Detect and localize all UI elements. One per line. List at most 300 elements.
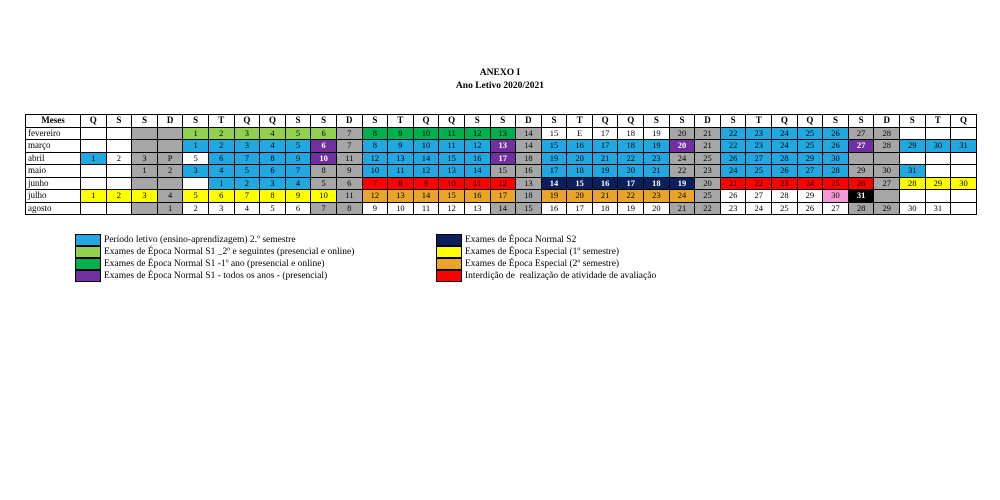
day-cell: [157, 177, 183, 190]
day-cell: 1: [157, 202, 183, 215]
day-cell: 21: [695, 140, 721, 153]
day-cell: 5: [311, 177, 337, 190]
day-cell: 12: [413, 165, 439, 178]
day-cell: 13: [439, 165, 465, 178]
day-cell: 11: [336, 190, 362, 203]
day-cell: 14: [490, 202, 516, 215]
weekday-header: Q: [439, 115, 465, 128]
day-cell: 26: [720, 190, 746, 203]
day-cell: 29: [797, 152, 823, 165]
day-cell: 15: [439, 190, 465, 203]
day-cell: 7: [336, 127, 362, 140]
day-cell: 24: [746, 202, 772, 215]
day-cell: 28: [874, 127, 900, 140]
day-cell: 15: [516, 202, 542, 215]
day-cell: 23: [644, 152, 670, 165]
month-row: [26, 165, 977, 178]
weekday-header: S: [644, 115, 670, 128]
legend-swatch: [436, 246, 462, 258]
day-cell: 4: [234, 202, 260, 215]
legend-label: Exames de Época Normal S1 -1º ano (presencial e online): [104, 259, 325, 269]
day-cell: 6: [285, 202, 311, 215]
day-cell: 2: [234, 177, 260, 190]
day-cell: 29: [848, 165, 874, 178]
day-cell: 22: [618, 190, 644, 203]
day-cell: 14: [413, 152, 439, 165]
day-cell: 14: [464, 165, 490, 178]
legend-item: [75, 234, 436, 246]
day-cell: 2: [157, 165, 183, 178]
day-cell: 1: [208, 177, 234, 190]
day-cell: 19: [669, 177, 695, 190]
weekday-header: Q: [260, 115, 286, 128]
day-cell: 13: [388, 190, 414, 203]
day-cell: 13: [490, 140, 516, 153]
day-cell: 9: [413, 177, 439, 190]
day-cell: 25: [746, 165, 772, 178]
day-cell: 30: [823, 152, 849, 165]
day-cell: 10: [311, 190, 337, 203]
legend-item: [75, 270, 436, 282]
day-cell: [132, 177, 158, 190]
day-cell: [132, 202, 158, 215]
day-cell: [106, 140, 132, 153]
day-cell: 1: [132, 165, 158, 178]
day-cell: 31: [951, 140, 977, 153]
day-cell: 1: [81, 152, 107, 165]
calendar-header: [26, 115, 977, 128]
day-cell: 10: [413, 140, 439, 153]
day-cell: 14: [541, 177, 567, 190]
day-cell: 3: [208, 202, 234, 215]
day-cell: 27: [874, 177, 900, 190]
weekday-header: Q: [618, 115, 644, 128]
day-cell: 13: [516, 177, 542, 190]
day-cell: [951, 165, 977, 178]
day-cell: [157, 140, 183, 153]
day-cell: [81, 140, 107, 153]
day-cell: [951, 190, 977, 203]
weekday-header: S: [132, 115, 158, 128]
day-cell: [925, 190, 951, 203]
day-cell: 12: [464, 140, 490, 153]
day-cell: 7: [311, 202, 337, 215]
day-cell: 18: [567, 165, 593, 178]
legend-label: Interdição de realização de atividade de avaliação: [465, 271, 657, 281]
day-cell: 4: [285, 177, 311, 190]
day-cell: 14: [516, 140, 542, 153]
day-cell: 5: [183, 152, 209, 165]
day-cell: 28: [900, 177, 926, 190]
day-cell: 27: [797, 165, 823, 178]
legend-item: [436, 258, 916, 270]
day-cell: 10: [413, 127, 439, 140]
legend-swatch: [75, 270, 101, 282]
day-cell: [900, 190, 926, 203]
day-cell: 5: [183, 190, 209, 203]
day-cell: 7: [234, 190, 260, 203]
weekday-header: S: [900, 115, 926, 128]
day-cell: 6: [311, 140, 337, 153]
weekday-header: D: [336, 115, 362, 128]
day-cell: 26: [720, 152, 746, 165]
day-cell: [874, 152, 900, 165]
day-cell: 10: [388, 202, 414, 215]
legend: [75, 234, 916, 282]
day-cell: 23: [772, 177, 798, 190]
day-cell: 21: [592, 152, 618, 165]
day-cell: 2: [106, 152, 132, 165]
day-cell: 5: [285, 140, 311, 153]
day-cell: 18: [592, 202, 618, 215]
day-cell: 17: [592, 127, 618, 140]
day-cell: 16: [516, 165, 542, 178]
day-cell: 8: [336, 202, 362, 215]
legend-item: [75, 246, 436, 258]
day-cell: 29: [900, 140, 926, 153]
day-cell: [132, 127, 158, 140]
day-cell: 8: [388, 177, 414, 190]
day-cell: 15: [567, 177, 593, 190]
day-cell: 28: [772, 190, 798, 203]
calendar-table: [25, 114, 977, 215]
day-cell: 25: [772, 202, 798, 215]
weekday-header: Q: [81, 115, 107, 128]
day-cell: 23: [644, 190, 670, 203]
day-cell: [900, 127, 926, 140]
day-cell: 17: [490, 190, 516, 203]
day-cell: 4: [157, 190, 183, 203]
day-cell: 7: [362, 177, 388, 190]
day-cell: 27: [848, 127, 874, 140]
day-cell: 22: [618, 152, 644, 165]
day-cell: 7: [234, 152, 260, 165]
month-row: [26, 190, 977, 203]
day-cell: 14: [413, 190, 439, 203]
day-cell: 1: [81, 190, 107, 203]
day-cell: 21: [669, 202, 695, 215]
day-cell: 27: [848, 140, 874, 153]
day-cell: 3: [132, 190, 158, 203]
weekday-header: T: [746, 115, 772, 128]
month-name: fevereiro: [26, 127, 81, 140]
day-cell: 8: [362, 140, 388, 153]
day-cell: 6: [208, 190, 234, 203]
day-cell: 5: [234, 165, 260, 178]
day-cell: 26: [848, 177, 874, 190]
day-cell: 25: [695, 190, 721, 203]
day-cell: [925, 127, 951, 140]
weekday-header: T: [567, 115, 593, 128]
day-cell: 27: [746, 152, 772, 165]
day-cell: 19: [644, 127, 670, 140]
day-cell: 28: [848, 202, 874, 215]
day-cell: 18: [618, 127, 644, 140]
day-cell: 30: [900, 202, 926, 215]
weekday-header: Q: [413, 115, 439, 128]
day-cell: 21: [695, 127, 721, 140]
day-cell: 20: [644, 202, 670, 215]
day-cell: 10: [311, 152, 337, 165]
weekday-header: Q: [797, 115, 823, 128]
day-cell: 23: [746, 127, 772, 140]
day-cell: 6: [208, 152, 234, 165]
day-cell: 26: [823, 140, 849, 153]
day-cell: 9: [285, 152, 311, 165]
day-cell: 20: [669, 140, 695, 153]
weekday-header: Q: [592, 115, 618, 128]
weekday-header: T: [388, 115, 414, 128]
day-cell: 17: [490, 152, 516, 165]
day-cell: 22: [720, 140, 746, 153]
day-cell: 3: [260, 177, 286, 190]
page-subtitle: Ano Letivo 2020/2021: [455, 81, 545, 91]
month-name: julho: [26, 190, 81, 203]
day-cell: 5: [260, 202, 286, 215]
day-cell: 21: [592, 190, 618, 203]
day-cell: 19: [541, 190, 567, 203]
day-cell: [925, 165, 951, 178]
day-cell: 9: [362, 202, 388, 215]
day-cell: 16: [541, 202, 567, 215]
day-cell: [951, 202, 977, 215]
legend-item: [436, 246, 916, 258]
weekday-header: S: [541, 115, 567, 128]
day-cell: 17: [618, 177, 644, 190]
day-cell: 1: [183, 140, 209, 153]
day-cell: 25: [695, 152, 721, 165]
weekday-header: D: [695, 115, 721, 128]
day-cell: 29: [925, 177, 951, 190]
day-cell: 16: [464, 190, 490, 203]
legend-swatch: [436, 234, 462, 246]
weekday-header: T: [925, 115, 951, 128]
day-cell: 20: [669, 127, 695, 140]
weekday-header: S: [311, 115, 337, 128]
weekday-header: S: [106, 115, 132, 128]
day-cell: 25: [797, 127, 823, 140]
header-row: [26, 115, 977, 128]
weekday-header: S: [720, 115, 746, 128]
day-cell: 22: [669, 165, 695, 178]
day-cell: 5: [285, 127, 311, 140]
day-cell: 10: [439, 177, 465, 190]
month-row: [26, 177, 977, 190]
day-cell: 9: [388, 127, 414, 140]
day-cell: 11: [336, 152, 362, 165]
day-cell: 15: [541, 127, 567, 140]
day-cell: [157, 127, 183, 140]
day-cell: 25: [797, 140, 823, 153]
day-cell: [951, 127, 977, 140]
day-cell: 12: [439, 202, 465, 215]
day-cell: 10: [362, 165, 388, 178]
day-cell: 24: [669, 152, 695, 165]
legend-swatch: [75, 234, 101, 246]
day-cell: [81, 202, 107, 215]
day-cell: 27: [746, 190, 772, 203]
legend-swatch: [436, 270, 462, 282]
day-cell: 19: [541, 152, 567, 165]
day-cell: 15: [490, 165, 516, 178]
day-cell: 23: [746, 140, 772, 153]
legend-label: Exames de Época Normal S2: [465, 235, 577, 245]
day-cell: 26: [797, 202, 823, 215]
day-cell: 26: [772, 165, 798, 178]
day-cell: 9: [336, 165, 362, 178]
weekday-header: S: [362, 115, 388, 128]
weekday-header: Q: [772, 115, 798, 128]
day-cell: 21: [720, 177, 746, 190]
day-cell: 23: [720, 202, 746, 215]
legend-label: Exames de Época Especial (2º semestre): [465, 259, 620, 269]
day-cell: 9: [285, 190, 311, 203]
month-row: [26, 152, 977, 165]
day-cell: 26: [823, 127, 849, 140]
day-cell: 12: [490, 177, 516, 190]
day-cell: 13: [490, 127, 516, 140]
day-cell: 31: [900, 165, 926, 178]
day-cell: 20: [567, 190, 593, 203]
day-cell: 15: [439, 152, 465, 165]
day-cell: 28: [823, 165, 849, 178]
day-cell: 24: [720, 165, 746, 178]
day-cell: 7: [336, 140, 362, 153]
day-cell: 17: [541, 165, 567, 178]
day-cell: 12: [464, 127, 490, 140]
day-cell: 14: [516, 127, 542, 140]
day-cell: 27: [823, 202, 849, 215]
day-cell: 24: [797, 177, 823, 190]
day-cell: 29: [797, 190, 823, 203]
legend-item: [436, 270, 916, 282]
day-cell: 12: [362, 190, 388, 203]
weekday-header: S: [464, 115, 490, 128]
legend-item: [436, 234, 916, 246]
day-cell: [132, 140, 158, 153]
day-cell: [106, 177, 132, 190]
day-cell: [183, 177, 209, 190]
day-cell: [81, 127, 107, 140]
calendar-body: [26, 127, 977, 215]
day-cell: 2: [183, 202, 209, 215]
day-cell: [106, 165, 132, 178]
weekday-header: S: [183, 115, 209, 128]
weekday-header: S: [669, 115, 695, 128]
day-cell: 3: [183, 165, 209, 178]
day-cell: [81, 177, 107, 190]
day-cell: 4: [260, 127, 286, 140]
weekday-header: Q: [951, 115, 977, 128]
month-name: junho: [26, 177, 81, 190]
day-cell: 7: [285, 165, 311, 178]
day-cell: 19: [618, 202, 644, 215]
weekday-header: S: [823, 115, 849, 128]
day-cell: 9: [388, 140, 414, 153]
weekday-header: D: [874, 115, 900, 128]
day-cell: 2: [106, 190, 132, 203]
day-cell: 18: [516, 152, 542, 165]
day-cell: 11: [439, 140, 465, 153]
day-cell: 3: [132, 152, 158, 165]
legend-swatch: [436, 258, 462, 270]
day-cell: [106, 127, 132, 140]
day-cell: 20: [618, 165, 644, 178]
day-cell: 30: [925, 140, 951, 153]
day-cell: 8: [311, 165, 337, 178]
day-cell: 20: [695, 177, 721, 190]
day-cell: 19: [592, 165, 618, 178]
day-cell: 17: [592, 140, 618, 153]
weekday-header: S: [490, 115, 516, 128]
day-cell: 15: [541, 140, 567, 153]
day-cell: 21: [644, 165, 670, 178]
day-cell: 6: [260, 165, 286, 178]
day-cell: 2: [208, 127, 234, 140]
legend-item: [75, 258, 436, 270]
weekday-header: D: [516, 115, 542, 128]
day-cell: [848, 152, 874, 165]
legend-label: Período letivo (ensino-aprendizagem) 2.º semestre: [104, 235, 296, 245]
day-cell: [951, 152, 977, 165]
day-cell: 22: [720, 127, 746, 140]
day-cell: 29: [874, 202, 900, 215]
day-cell: 8: [260, 152, 286, 165]
day-cell: 20: [567, 152, 593, 165]
day-cell: 13: [388, 152, 414, 165]
day-cell: [81, 165, 107, 178]
day-cell: 18: [516, 190, 542, 203]
day-cell: 4: [208, 165, 234, 178]
legend-swatch: [75, 246, 101, 258]
weekday-header: S: [848, 115, 874, 128]
day-cell: 4: [260, 140, 286, 153]
day-cell: [900, 152, 926, 165]
month-name: abril: [26, 152, 81, 165]
day-cell: 30: [951, 177, 977, 190]
month-name: março: [26, 140, 81, 153]
month-name: agosto: [26, 202, 81, 215]
day-cell: 24: [669, 190, 695, 203]
legend-label: Exames de Época Normal S1 _2º e seguintes (presencial e online): [104, 247, 355, 257]
day-cell: 30: [823, 190, 849, 203]
day-cell: 16: [567, 140, 593, 153]
legend-label: Exames de Época Normal S1 - todos os anos - (presencial): [104, 271, 328, 281]
day-cell: 2: [208, 140, 234, 153]
month-row: [26, 127, 977, 140]
day-cell: [106, 202, 132, 215]
day-cell: 12: [362, 152, 388, 165]
weekday-header: S: [285, 115, 311, 128]
day-cell: 6: [336, 177, 362, 190]
day-cell: 22: [746, 177, 772, 190]
day-cell: 23: [695, 165, 721, 178]
day-cell: 28: [874, 140, 900, 153]
month-name: maio: [26, 165, 81, 178]
day-cell: 30: [874, 165, 900, 178]
months-column-header: Meses: [26, 115, 81, 128]
legend-swatch: [75, 258, 101, 270]
day-cell: 16: [592, 177, 618, 190]
day-cell: 25: [823, 177, 849, 190]
day-cell: 24: [772, 127, 798, 140]
weekday-header: D: [157, 115, 183, 128]
day-cell: 28: [772, 152, 798, 165]
day-cell: 22: [695, 202, 721, 215]
day-cell: 31: [848, 190, 874, 203]
day-cell: 3: [234, 127, 260, 140]
legend-label: Exames de Época Especial (1º semestre): [465, 247, 620, 257]
